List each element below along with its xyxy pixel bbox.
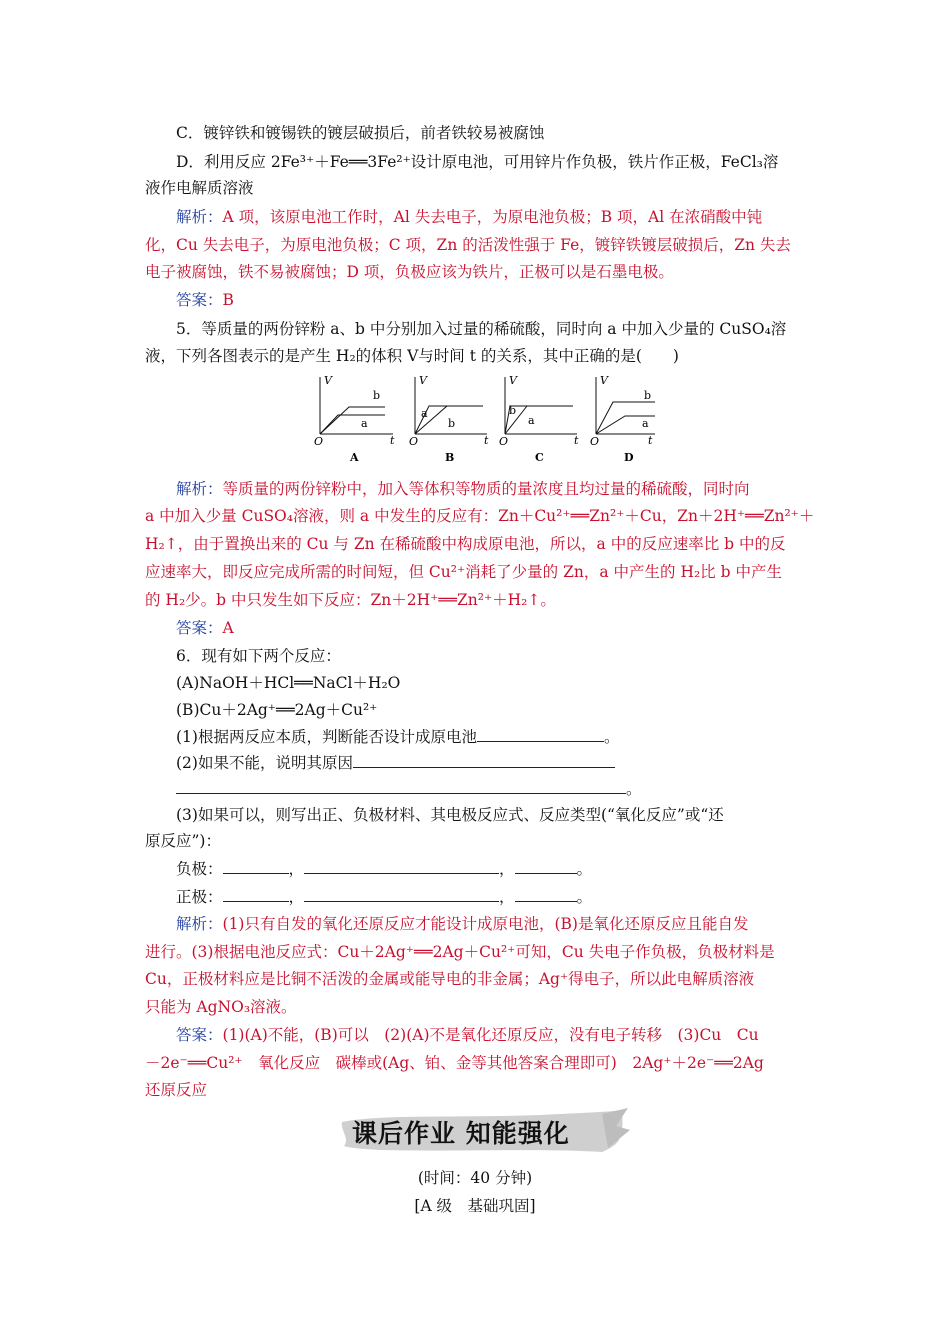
analysis-label: 解析： — [176, 208, 223, 226]
comma: ， — [499, 888, 515, 906]
curve-upper — [320, 407, 385, 434]
label-upper: b — [373, 389, 381, 402]
q5-analysis-line2: a 中加入少量 CuSO₄溶液，则 a 中发生的反应有：Zn＋Cu²⁺══Zn²⁺＋Cu，Zn＋2H⁺══Zn²⁺＋ — [145, 507, 815, 525]
answer-blank[interactable] — [223, 886, 289, 902]
label-y: V — [600, 374, 608, 387]
label-lower: a — [528, 414, 535, 427]
reaction-a: (A)NaOH＋HCl══NaCl＋H₂O — [176, 674, 401, 692]
q6-part1 — [176, 726, 619, 748]
time-limit: (时间：40 分钟) — [417, 1169, 533, 1187]
label-y: V — [509, 374, 517, 387]
q6-part3-line2: 原反应”)： — [145, 832, 221, 850]
label-origin: O — [590, 435, 600, 448]
answer-blank[interactable] — [304, 886, 499, 902]
q6-part2-cont — [176, 778, 642, 800]
q6-analysis-line1 — [176, 913, 748, 935]
q6-stem: 6．现有如下两个反应： — [176, 647, 341, 665]
section-title: 课后作业 知能强化 — [352, 1119, 570, 1148]
analysis-text: 等质量的两份锌粉中，加入等体积等物质的量浓度且均过量的稀硫酸，同时向 — [222, 480, 750, 498]
q4-answer — [176, 289, 234, 311]
q4-analysis-line1 — [176, 206, 762, 228]
label-x: t — [574, 434, 579, 447]
q4-analysis-line3: 电子被腐蚀，铁不易被腐蚀；D 项，负极应该为铁片，正极可以是石墨电极。 — [145, 263, 674, 281]
option-d-line2: 液作电解质溶液 — [145, 179, 254, 197]
letter: A — [350, 451, 359, 464]
answer-label: 答案： — [176, 1026, 223, 1044]
q5-analysis-line1 — [176, 478, 750, 500]
label-lower: a — [642, 417, 649, 430]
answer-blank[interactable] — [304, 858, 499, 874]
analysis-text: A 项，该原电池工作时，Al 失去电子，为原电池负极；B 项，Al 在浓硝酸中钝 — [222, 208, 763, 226]
label-origin: O — [409, 435, 419, 448]
analysis-text: (1)只有自发的氧化还原反应才能设计成原电池，(B)是氧化还原反应且能自发 — [222, 915, 749, 933]
answer-blank[interactable] — [223, 858, 289, 874]
answer-blank[interactable] — [515, 886, 577, 902]
label-upper: a — [421, 407, 428, 420]
q5-analysis-line4: 应速率大，即反应完成所需的时间短，但 Cu²⁺消耗了少量的 Zn，a 中产生的 H₂比 b 中产生 — [145, 563, 782, 581]
positive-label: 正极： — [176, 888, 223, 906]
graph-b — [409, 374, 489, 464]
answer-blank[interactable] — [353, 752, 615, 768]
part2-text: (2)如果不能，说明其原因 — [176, 754, 353, 772]
answer-label: 答案： — [176, 619, 223, 637]
q5-stem-line1: 5．等质量的两份锌粉 a、b 中分别加入过量的稀硫酸，同时向 a 中加入少量的 CuSO₄溶 — [176, 320, 787, 338]
q6-answer-line3: 还原反应 — [145, 1081, 208, 1099]
q5-stem-line2: 液，下列各图表示的是产生 H₂的体积 V与时间 t 的关系，其中正确的是( ) — [145, 347, 679, 365]
part1-end: 。 — [603, 728, 620, 746]
label-origin: O — [499, 435, 509, 448]
option-c: C．镀锌铁和镀锡铁的镀层破损后，前者铁较易被腐蚀 — [176, 124, 545, 142]
q6-analysis-line2: 进行。(3)根据电池反应式：Cu＋2Ag⁺══2Ag＋Cu²⁺可知，Cu 失电子作负极，负极材料是 — [145, 943, 775, 961]
graph-c — [499, 374, 579, 464]
q5-analysis-line5: 的 H₂少。b 中只发生如下反应：Zn＋2H⁺══Zn²⁺＋H₂↑。 — [145, 591, 556, 609]
answer-value: A — [222, 619, 234, 637]
period: 。 — [576, 888, 593, 906]
level-heading: [A 级 基础巩固] — [414, 1197, 536, 1215]
letter: B — [445, 451, 455, 464]
negative-electrode — [176, 858, 592, 880]
answer-label: 答案： — [176, 291, 223, 309]
analysis-label: 解析： — [176, 480, 223, 498]
letter: C — [535, 451, 544, 464]
label-lower: a — [361, 417, 368, 430]
answer-text: (1)(A)不能，(B)可以 (2)(A)不是氧化还原反应，没有电子转移 (3)Cu Cu — [222, 1026, 759, 1044]
q5-answer — [176, 617, 234, 639]
q5-analysis-line3: H₂↑，由于置换出来的 Cu 与 Zn 在稀硫酸中构成原电池，所以，a 中的反应速率比 b 中的反 — [145, 535, 786, 553]
answer-blank[interactable] — [176, 778, 626, 794]
q6-analysis-line3: Cu，正极材料应是比铜不活泼的金属或能导电的非金属；Ag⁺得电子，所以此电解质溶液 — [145, 970, 755, 988]
label-y: V — [419, 374, 427, 387]
q6-part3-line1: (3)如果可以，则写出正、负极材料、其电极反应式、反应类型(“氧化反应”或“还 — [176, 806, 724, 824]
graph-d — [590, 374, 655, 464]
comma: ， — [499, 860, 515, 878]
q6-analysis-line4: 只能为 AgNO₃溶液。 — [145, 998, 297, 1016]
analysis-label: 解析： — [176, 915, 223, 933]
q6-answer-line1 — [176, 1024, 759, 1046]
q5-graphs — [305, 372, 655, 464]
label-x: t — [648, 434, 653, 447]
answer-blank[interactable] — [515, 858, 577, 874]
label-upper: b — [644, 389, 652, 402]
q4-analysis-line2: 化，Cu 失去电子，为原电池负极；C 项，Zn 的活泼性强于 Fe，镀锌铁镀层破损后，Zn 失去 — [145, 236, 791, 254]
negative-label: 负极： — [176, 860, 223, 878]
reaction-b: (B)Cu＋2Ag⁺══2Ag＋Cu²⁺ — [176, 701, 378, 719]
label-lower: b — [448, 417, 456, 430]
answer-value: B — [222, 291, 234, 309]
positive-electrode — [176, 886, 592, 908]
label-x: t — [390, 434, 395, 447]
label-origin: O — [314, 435, 324, 448]
part2-end: 。 — [626, 780, 642, 798]
graph-a — [314, 374, 395, 464]
period: 。 — [576, 860, 593, 878]
q6-answer-line2: －2e⁻══Cu²⁺ 氧化反应 碳棒或(Ag、铂、金等其他答案合理即可) 2Ag⁺＋2e⁻══2Ag — [145, 1054, 764, 1072]
letter: D — [624, 451, 634, 464]
comma: ， — [288, 860, 305, 878]
part1-text: (1)根据两反应本质，判断能否设计成原电池 — [176, 728, 477, 746]
answer-blank[interactable] — [477, 726, 604, 742]
label-x: t — [484, 434, 489, 447]
label-upper: b — [509, 404, 517, 417]
comma: ， — [288, 888, 305, 906]
option-d-line1: D．利用反应 2Fe³⁺＋Fe══3Fe²⁺设计原电池，可用锌片作负极，铁片作正极，FeCl₃溶 — [176, 153, 779, 171]
label-y: V — [324, 374, 332, 387]
q6-part2 — [176, 752, 615, 774]
